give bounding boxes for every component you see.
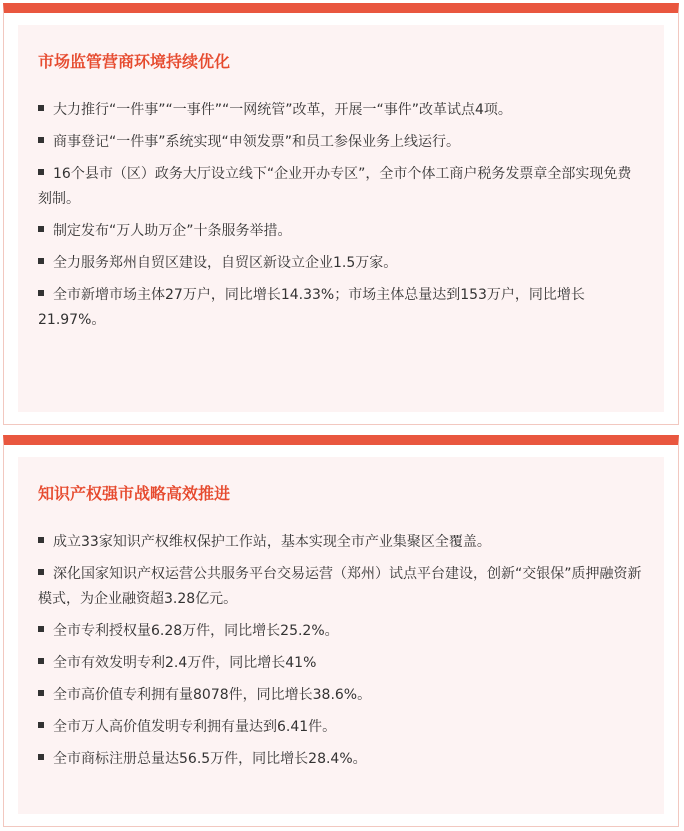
list-item-text: 制定发布“万人助万企”十条服务举措。 xyxy=(53,223,292,239)
section-card-ip-strategy xyxy=(3,435,679,827)
section-card-market-supervision xyxy=(3,3,679,425)
list-item-text: 深化国家知识产权运营公共服务平台交易运营（郑州）试点平台建设，创新“交银保”质押融资新模式，为企业融资超3.28亿元。 xyxy=(38,566,642,607)
list-item xyxy=(38,98,644,123)
list-item-text: 大力推行“一件事”“一事件”“一网统管”改革，开展一“事件”改革试点4项。 xyxy=(53,102,512,118)
square-bullet-icon xyxy=(38,105,44,111)
list-item xyxy=(38,530,644,555)
bullet-list xyxy=(38,530,644,772)
list-item-text: 全市万人高价值发明专利拥有量达到6.41件。 xyxy=(53,719,337,735)
square-bullet-icon xyxy=(38,226,44,232)
square-bullet-icon xyxy=(38,658,44,664)
list-item xyxy=(38,715,644,740)
list-item xyxy=(38,651,644,676)
list-item-text: 全市专利授权量6.28万件，同比增长25.2%。 xyxy=(53,623,339,639)
list-item xyxy=(38,747,644,772)
section-title: 市场监管营商环境持续优化 xyxy=(38,52,231,71)
square-bullet-icon xyxy=(38,137,44,143)
list-item-text: 全力服务郑州自贸区建设，自贸区新设立企业1.5万家。 xyxy=(53,255,398,271)
section-panel xyxy=(18,25,664,412)
square-bullet-icon xyxy=(38,754,44,760)
section-panel xyxy=(18,457,664,814)
list-item xyxy=(38,162,644,212)
square-bullet-icon xyxy=(38,722,44,728)
square-bullet-icon xyxy=(38,626,44,632)
list-item xyxy=(38,283,644,333)
list-item-text: 全市商标注册总量达56.5万件，同比增长28.4%。 xyxy=(53,751,367,767)
list-item xyxy=(38,251,644,276)
list-item-text: 商事登记“一件事”系统实现“申领发票”和员工参保业务上线运行。 xyxy=(53,134,461,150)
square-bullet-icon xyxy=(38,690,44,696)
bullet-list xyxy=(38,98,644,333)
list-item-text: 全市高价值专利拥有量8078件，同比增长38.6%。 xyxy=(53,687,372,703)
square-bullet-icon xyxy=(38,537,44,543)
list-item-text: 全市有效发明专利2.4万件，同比增长41% xyxy=(53,655,317,671)
list-item-text: 全市新增市场主体27万户，同比增长14.33%；市场主体总量达到153万户，同比增长21.97%。 xyxy=(38,287,585,328)
list-item xyxy=(38,219,644,244)
square-bullet-icon xyxy=(38,569,44,575)
list-item-text: 成立33家知识产权维权保护工作站，基本实现全市产业集聚区全覆盖。 xyxy=(53,534,491,550)
list-item xyxy=(38,130,644,155)
list-item-text: 16个县市（区）政务大厅设立线下“企业开办专区”，全市个体工商户税务发票章全部实现免费刻制。 xyxy=(38,166,632,207)
square-bullet-icon xyxy=(38,290,44,296)
square-bullet-icon xyxy=(38,258,44,264)
list-item xyxy=(38,619,644,644)
section-title: 知识产权强市战略高效推进 xyxy=(38,484,231,503)
square-bullet-icon xyxy=(38,169,44,175)
list-item xyxy=(38,683,644,708)
list-item xyxy=(38,562,644,612)
